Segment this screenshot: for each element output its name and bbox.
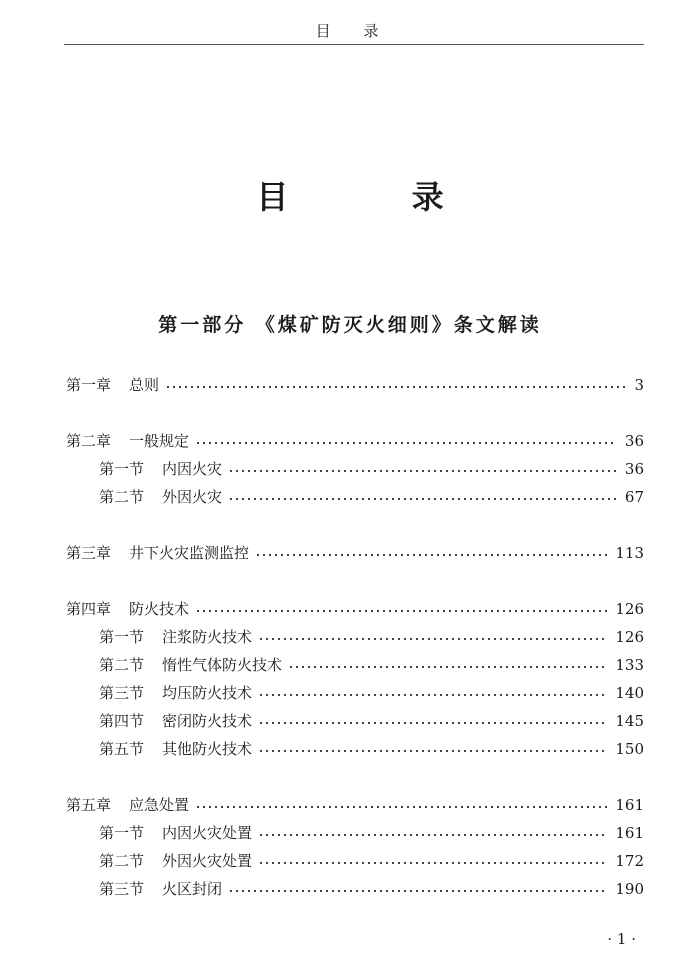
chapter-title: 应急处置 bbox=[129, 796, 190, 814]
toc-entry[interactable] bbox=[99, 654, 644, 676]
dot-leader bbox=[258, 750, 607, 752]
section-number: 第二节 bbox=[99, 656, 145, 674]
page-number: 126 bbox=[615, 600, 644, 618]
toc-entry[interactable] bbox=[99, 822, 644, 844]
toc-entry[interactable] bbox=[99, 458, 644, 480]
page-number: 3 bbox=[634, 376, 644, 394]
dot-leader bbox=[195, 610, 607, 612]
toc-entry[interactable] bbox=[66, 430, 644, 452]
section-number: 第四节 bbox=[99, 712, 145, 730]
section-title: 均压防火技术 bbox=[162, 684, 253, 702]
dot-leader bbox=[228, 890, 607, 892]
dot-leader bbox=[258, 638, 607, 640]
section-title: 密闭防火技术 bbox=[162, 712, 253, 730]
toc-entry[interactable] bbox=[99, 850, 644, 872]
toc-entry[interactable] bbox=[66, 374, 644, 396]
page-number: 161 bbox=[615, 824, 644, 842]
part-title: 第一部分 《煤矿防灭火细则》条文解读 bbox=[158, 314, 542, 336]
page-number: 36 bbox=[624, 460, 644, 478]
toc-entry[interactable] bbox=[66, 598, 644, 620]
running-header: 目 录 bbox=[315, 22, 393, 40]
chapter-title: 防火技术 bbox=[129, 600, 190, 618]
toc-entry[interactable] bbox=[99, 682, 644, 704]
section-number: 第五节 bbox=[99, 740, 145, 758]
dot-leader bbox=[258, 722, 607, 724]
toc-entry[interactable] bbox=[99, 710, 644, 732]
chapter-number: 第三章 bbox=[66, 544, 112, 562]
page-number: 113 bbox=[615, 544, 644, 562]
dot-leader bbox=[228, 498, 617, 500]
toc-entry[interactable] bbox=[99, 878, 644, 900]
section-title: 内因火灾 bbox=[162, 460, 223, 478]
section-number: 第一节 bbox=[99, 460, 145, 478]
chapter-number: 第一章 bbox=[66, 376, 112, 394]
dot-leader bbox=[228, 470, 617, 472]
toc-entry[interactable] bbox=[99, 738, 644, 760]
section-number: 第三节 bbox=[99, 880, 145, 898]
page-title: 目 录 bbox=[256, 178, 500, 216]
dot-leader bbox=[255, 554, 607, 556]
dot-leader bbox=[165, 386, 626, 388]
toc-entry[interactable] bbox=[99, 626, 644, 648]
page-number: 133 bbox=[615, 656, 644, 674]
chapter-title: 一般规定 bbox=[129, 432, 190, 450]
section-title: 其他防火技术 bbox=[162, 740, 253, 758]
page-folio: · 1 · bbox=[607, 930, 636, 948]
page-number: 67 bbox=[624, 488, 644, 506]
toc-entry[interactable] bbox=[66, 542, 644, 564]
page-number: 126 bbox=[615, 628, 644, 646]
section-number: 第三节 bbox=[99, 684, 145, 702]
page-number: 145 bbox=[615, 712, 644, 730]
page-number: 140 bbox=[615, 684, 644, 702]
section-title: 火区封闭 bbox=[162, 880, 223, 898]
page-number: 172 bbox=[615, 852, 644, 870]
section-number: 第二节 bbox=[99, 852, 145, 870]
section-number: 第一节 bbox=[99, 824, 145, 842]
dot-leader bbox=[258, 694, 607, 696]
chapter-title: 井下火灾监测监控 bbox=[129, 544, 250, 562]
dot-leader bbox=[258, 834, 607, 836]
page-number: 161 bbox=[615, 796, 644, 814]
dot-leader bbox=[195, 806, 607, 808]
section-title: 注浆防火技术 bbox=[162, 628, 253, 646]
section-title: 外因火灾处置 bbox=[162, 852, 253, 870]
section-title: 外因火灾 bbox=[162, 488, 223, 506]
dot-leader bbox=[258, 862, 607, 864]
dot-leader bbox=[195, 442, 617, 444]
toc-entry[interactable] bbox=[99, 486, 644, 508]
page-number: 190 bbox=[615, 880, 644, 898]
page-number: 150 bbox=[615, 740, 644, 758]
page-number: 36 bbox=[624, 432, 644, 450]
section-title: 惰性气体防火技术 bbox=[162, 656, 283, 674]
header-rule bbox=[64, 44, 644, 45]
chapter-number: 第二章 bbox=[66, 432, 112, 450]
toc-entry[interactable] bbox=[66, 794, 644, 816]
chapter-number: 第四章 bbox=[66, 600, 112, 618]
section-number: 第一节 bbox=[99, 628, 145, 646]
chapter-number: 第五章 bbox=[66, 796, 112, 814]
dot-leader bbox=[288, 666, 607, 668]
chapter-title: 总则 bbox=[129, 376, 160, 394]
section-number: 第二节 bbox=[99, 488, 145, 506]
section-title: 内因火灾处置 bbox=[162, 824, 253, 842]
